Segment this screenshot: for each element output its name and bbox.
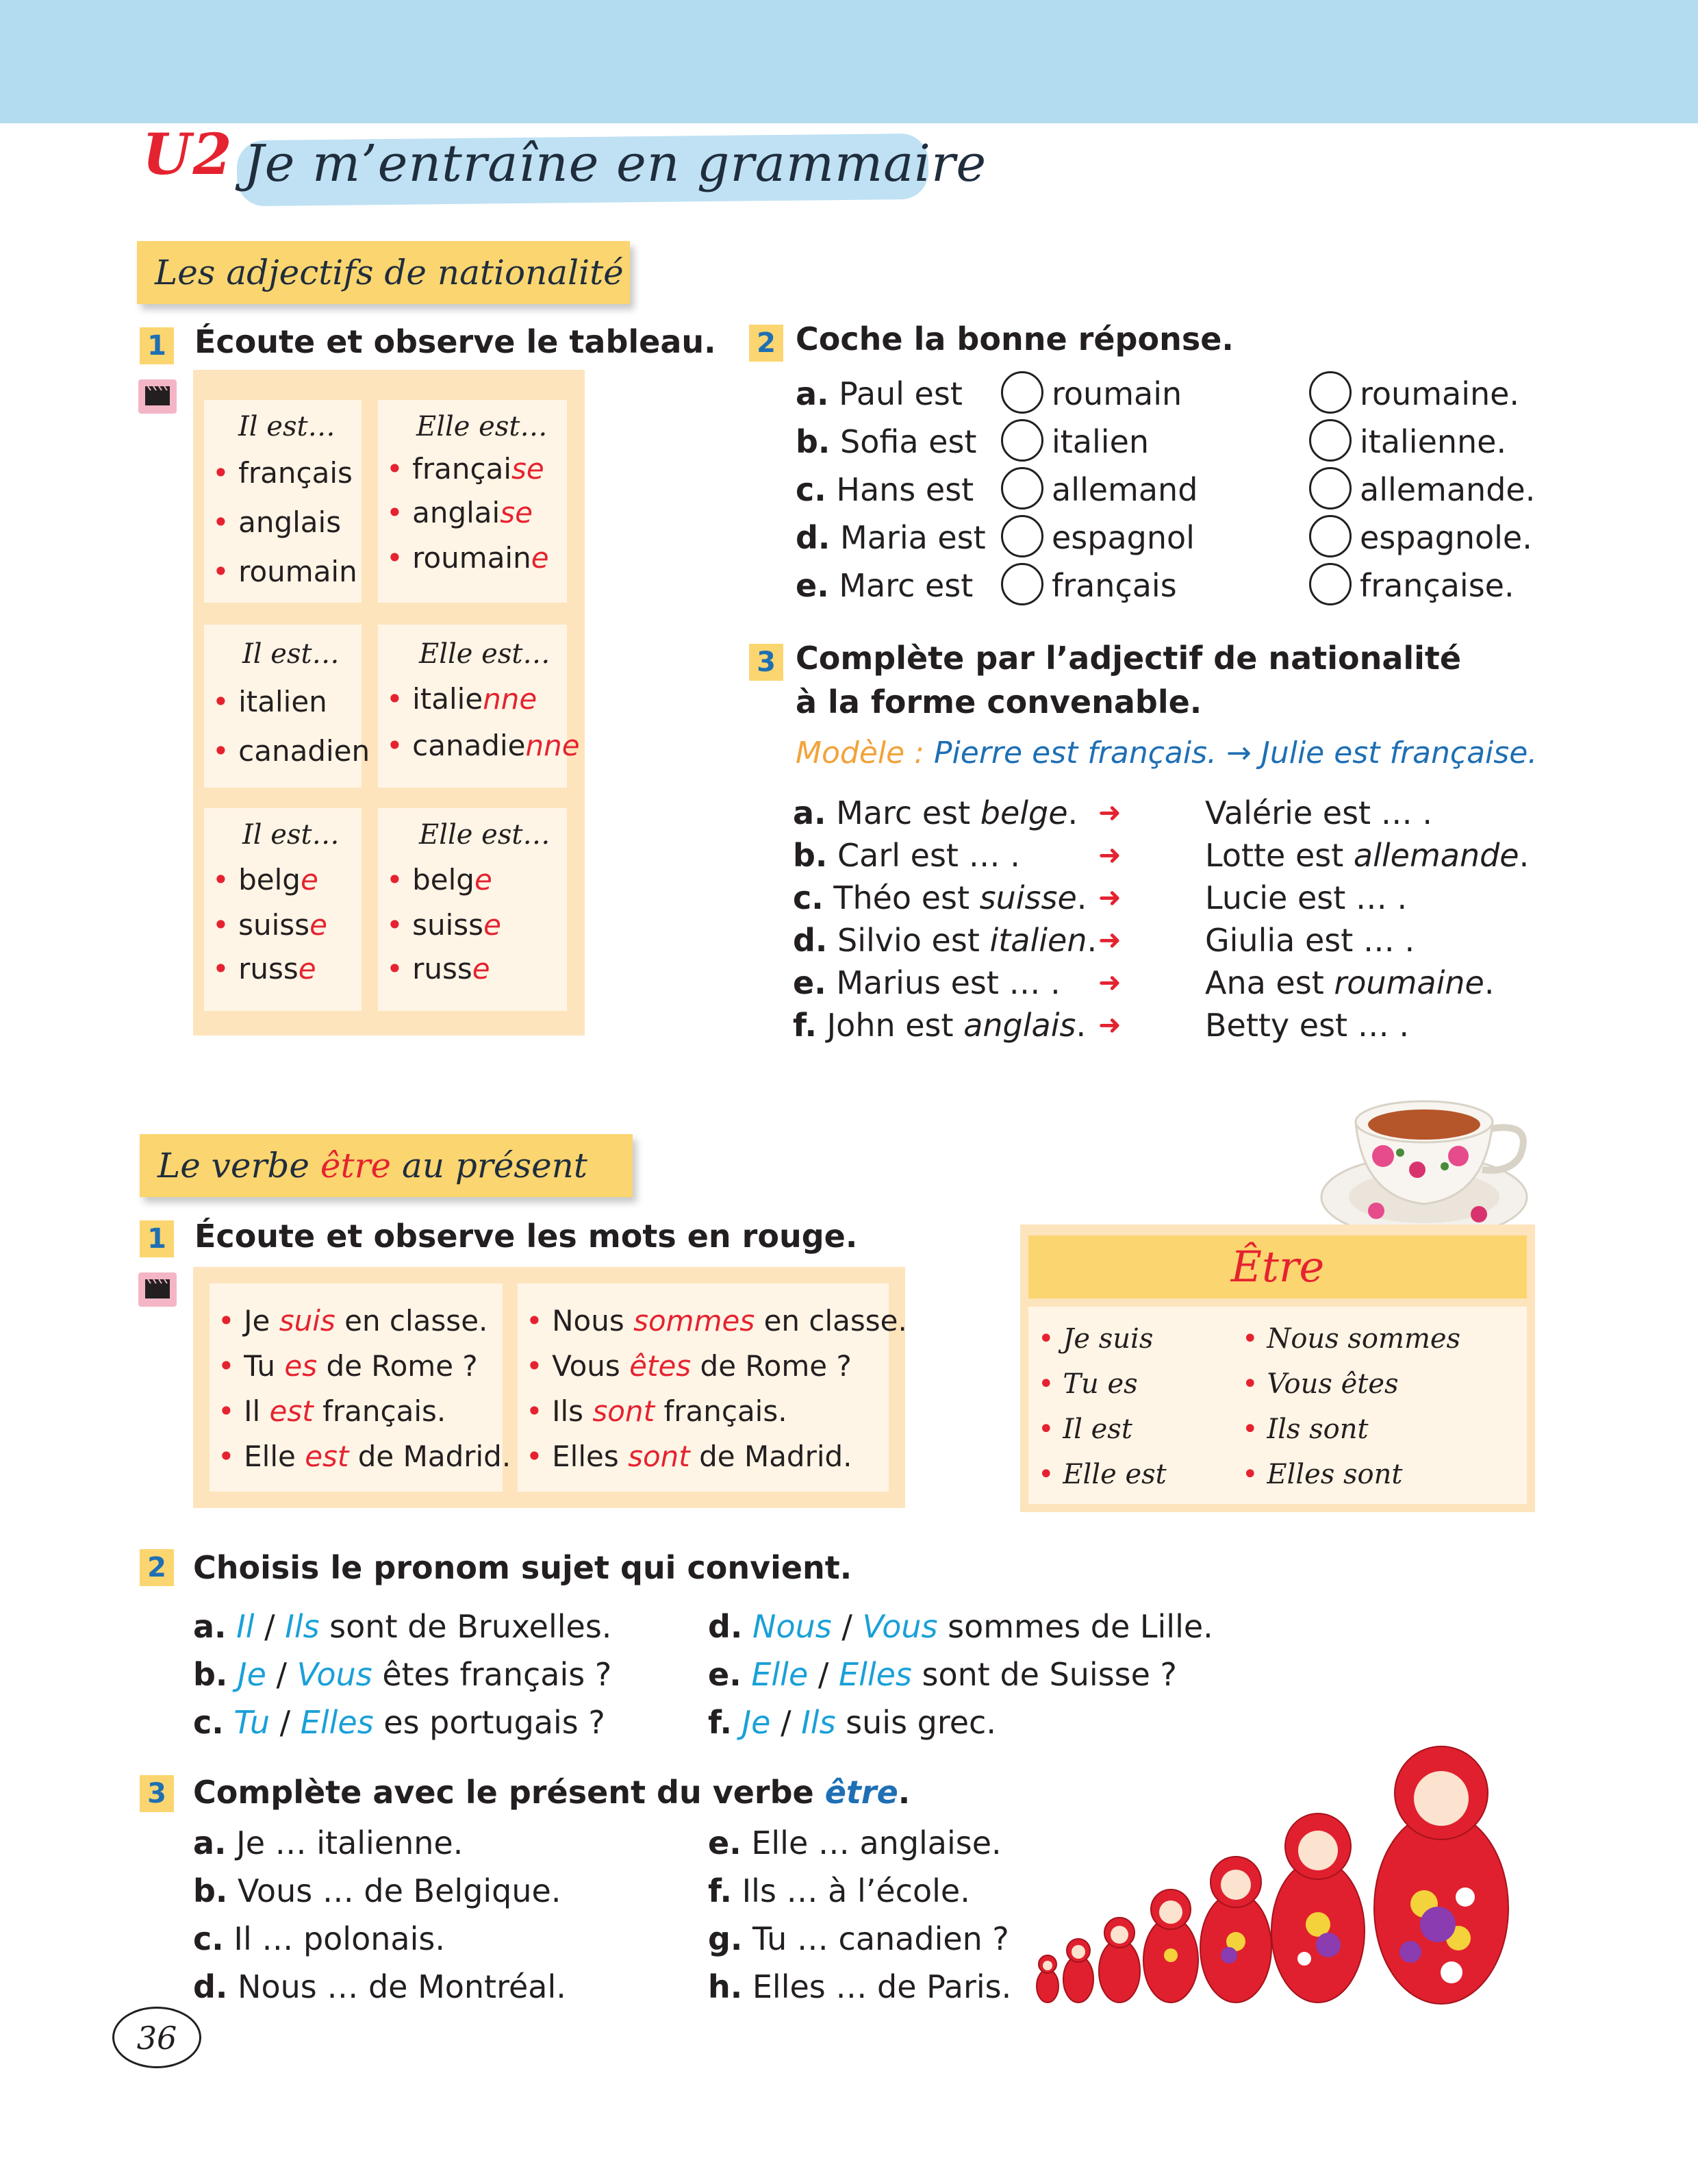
list-item: • russe [386,952,490,986]
pronoun-choice-row: a. Il / Ils sont de Bruxelles. [193,1608,612,1645]
cell-header: Il est… [242,638,340,670]
pronoun-option[interactable]: Nous [752,1608,832,1645]
pronoun-option[interactable]: Vous [862,1608,938,1645]
section-banner-text: Les adjectifs de nationalité [155,253,624,292]
exercise-row-right: Giulia est … . [1205,922,1415,959]
cell-header: Il est… [242,819,340,851]
radio-option[interactable] [1001,467,1043,510]
radio-option[interactable] [1001,563,1043,605]
exercise-row-left: a. Marc est belge. [793,794,1078,831]
exercise-row-left: b. Carl est … . [793,837,1020,874]
etre-title: Être [1230,1242,1325,1292]
exercise-number: 2 [749,325,783,362]
pronoun-option[interactable]: Tu [233,1704,270,1741]
list-item: • italienne [386,682,537,716]
list-item: • belge [386,863,492,896]
pronoun-choice-row: c. Tu / Elles es portugais ? [193,1704,605,1741]
fill-in-row: e. Elle … anglaise. [708,1824,1002,1861]
exercise-title: Écoute et observe les mots en rouge. [194,1218,858,1255]
table-cell-il [204,808,362,1011]
verb-examples-right [518,1283,907,1492]
fill-in-row: d. Nous … de Montréal. [193,1968,566,2005]
exercise-title: Choisis le pronom sujet qui convient. [193,1549,852,1586]
option-label: allemand [1052,471,1198,508]
pronoun-option[interactable]: Elles [839,1656,912,1693]
list-item: • suisse [386,908,501,942]
list-item: • suisse [212,908,327,942]
list-item: • Elle est de Madrid. [218,1440,511,1473]
conjugation-item: • Je suis [1038,1323,1154,1355]
option-label: espagnol [1052,519,1195,556]
nationality-table [193,370,585,1035]
exercise-title-line1: Complète par l’adjectif de nationalité [796,640,1462,677]
table-cell-elle [378,400,567,603]
pronoun-option[interactable]: Ils [801,1704,836,1741]
arrow-icon: ➜ [1098,882,1122,914]
fill-in-row: g. Tu … canadien ? [708,1920,1009,1957]
unit-label: U2 [142,122,233,188]
fill-in-row: a. Je … italienne. [193,1824,464,1861]
option-label: français [1052,567,1177,604]
pronoun-choice-row: e. Elle / Elles sont de Suisse ? [708,1656,1177,1693]
pronoun-option[interactable]: Il [236,1608,255,1645]
option-label: française. [1360,567,1515,604]
exercise-row-right: Valérie est … . [1205,794,1432,831]
cell-header: Elle est… [419,638,550,670]
fill-in-row: c. Il … polonais. [193,1920,445,1957]
table-cell-il [204,400,362,603]
pronoun-choice-row: b. Je / Vous êtes français ? [193,1656,612,1693]
radio-option[interactable] [1309,371,1352,414]
verb-examples-left [210,1283,511,1492]
list-item: • Il est français. [218,1394,446,1428]
arrow-icon: ➜ [1098,925,1122,956]
option-label: roumaine. [1360,375,1520,412]
section-banner-nationalite [137,241,630,304]
arrow-icon: ➜ [1098,840,1122,871]
exercise-number: 3 [749,644,783,681]
list-item: • Tu es de Rome ? [218,1349,478,1383]
list-item: • Nous sommes en classe. [526,1304,907,1338]
list-item: • canadien [212,734,370,768]
exercise-number: 2 [140,1549,174,1586]
radio-option[interactable] [1309,563,1352,605]
option-label: allemande. [1360,471,1536,508]
exercise-row-right: Lucie est … . [1205,879,1408,916]
exercise-number: 1 [140,1220,174,1257]
radio-option[interactable] [1309,467,1352,510]
choice-row-subject: c. Hans est [796,471,974,508]
list-item: • roumain [212,555,357,588]
choice-row-subject: d. Maria est [796,519,986,556]
conjugation-item: • Nous sommes [1242,1323,1461,1355]
conjugation-item: • Il est [1038,1414,1132,1445]
table-cell-elle [378,625,580,788]
exercise-row-right: Lotte est allemande. [1205,837,1530,874]
pronoun-choice-row: f. Je / Ils suis grec. [708,1704,996,1741]
pronoun-option[interactable]: Je [238,1656,266,1693]
pronoun-option[interactable]: Ils [285,1608,320,1645]
section-banner-text: Le verbe être au présent [157,1146,587,1185]
fill-in-row: f. Ils … à l’école. [708,1872,970,1909]
list-item: • français [212,456,353,490]
exercise-title: Écoute et observe le tableau. [194,323,716,360]
conjugation-item: • Elle est [1038,1459,1167,1490]
pronoun-option[interactable]: Je [742,1704,771,1741]
radio-option[interactable] [1001,419,1043,462]
option-label: italienne. [1360,423,1507,460]
list-item: • russe [212,952,316,986]
conjugation-item: • Ils sont [1242,1414,1369,1445]
table-cell-il [204,625,370,788]
exercise-title-line2: à la forme convenable. [796,683,1202,720]
radio-option[interactable] [1309,515,1352,557]
list-item: • Vous êtes de Rome ? [526,1349,852,1383]
pronoun-option[interactable]: Elle [751,1656,809,1693]
list-item: • roumaine [386,541,549,575]
model-label: Modèle : [796,736,924,770]
exercise-row-left: f. John est anglais. [793,1007,1087,1044]
cell-header: Elle est… [419,819,550,851]
verb-examples-box [193,1267,905,1508]
exercise-row-left: c. Théo est suisse. [793,879,1087,916]
exercise-row-left: d. Silvio est italien. [793,922,1098,959]
exercise-number: 1 [140,327,174,364]
option-label: espagnole. [1360,519,1532,556]
matryoshka-dolls-image [1027,1719,1547,2007]
page-title: Je m’entraîne en grammaire [244,134,987,193]
exercise-title: Coche la bonne réponse. [796,321,1234,357]
list-item: • anglaise [386,496,533,529]
list-item: • canadienne [386,729,580,762]
option-label: italien [1052,423,1150,460]
option-label: roumain [1052,375,1182,412]
audio-icon[interactable] [138,379,177,414]
list-item: • Je suis en classe. [218,1304,488,1338]
radio-option[interactable] [1001,371,1043,414]
exercise-row-right: Betty est … . [1205,1007,1409,1044]
list-item: • belge [212,863,318,896]
list-item: • anglais [212,505,342,539]
etre-body [1028,1307,1527,1504]
exercise-row-left: e. Marius est … . [793,964,1061,1001]
arrow-icon: ➜ [1098,967,1122,999]
conjugation-item: • Tu es [1038,1368,1138,1400]
conjugation-item: • Elles sont [1242,1459,1403,1490]
fill-in-row: b. Vous … de Belgique. [193,1872,561,1909]
choice-row-subject: a. Paul est [796,375,963,412]
radio-option[interactable] [1309,419,1352,462]
radio-option[interactable] [1001,515,1043,557]
section-banner-verbe-etre [140,1134,633,1197]
table-cell-elle [378,808,567,1011]
audio-icon[interactable] [138,1272,177,1307]
list-item: • italien [212,685,327,718]
list-item: • française [386,452,544,486]
exercise-title: Complète avec le présent du verbe être. [193,1774,911,1811]
model-example [796,736,1537,770]
exercise-number: 3 [140,1775,174,1812]
choice-row-subject: e. Marc est [796,567,974,604]
arrow-icon: ➜ [1098,1009,1122,1041]
pronoun-option[interactable]: Elles [300,1704,374,1741]
cell-header: Elle est… [416,411,548,442]
list-item: • Ils sont français. [526,1394,787,1428]
page-number: 36 [112,2007,201,2068]
exercise-row-right: Ana est roumaine. [1205,964,1495,1001]
list-item: • Elles sont de Madrid. [526,1440,852,1473]
pronoun-option[interactable]: Vous [296,1656,372,1693]
fill-in-row: h. Elles … de Paris. [708,1968,1012,2005]
cell-header: Il est… [238,411,335,442]
pronoun-choice-row: d. Nous / Vous sommes de Lille. [708,1608,1213,1645]
choice-row-subject: b. Sofia est [796,423,977,460]
model-text: Pierre est français. → Julie est française. [934,736,1538,770]
arrow-icon: ➜ [1098,797,1122,829]
conjugation-item: • Vous êtes [1242,1368,1399,1400]
